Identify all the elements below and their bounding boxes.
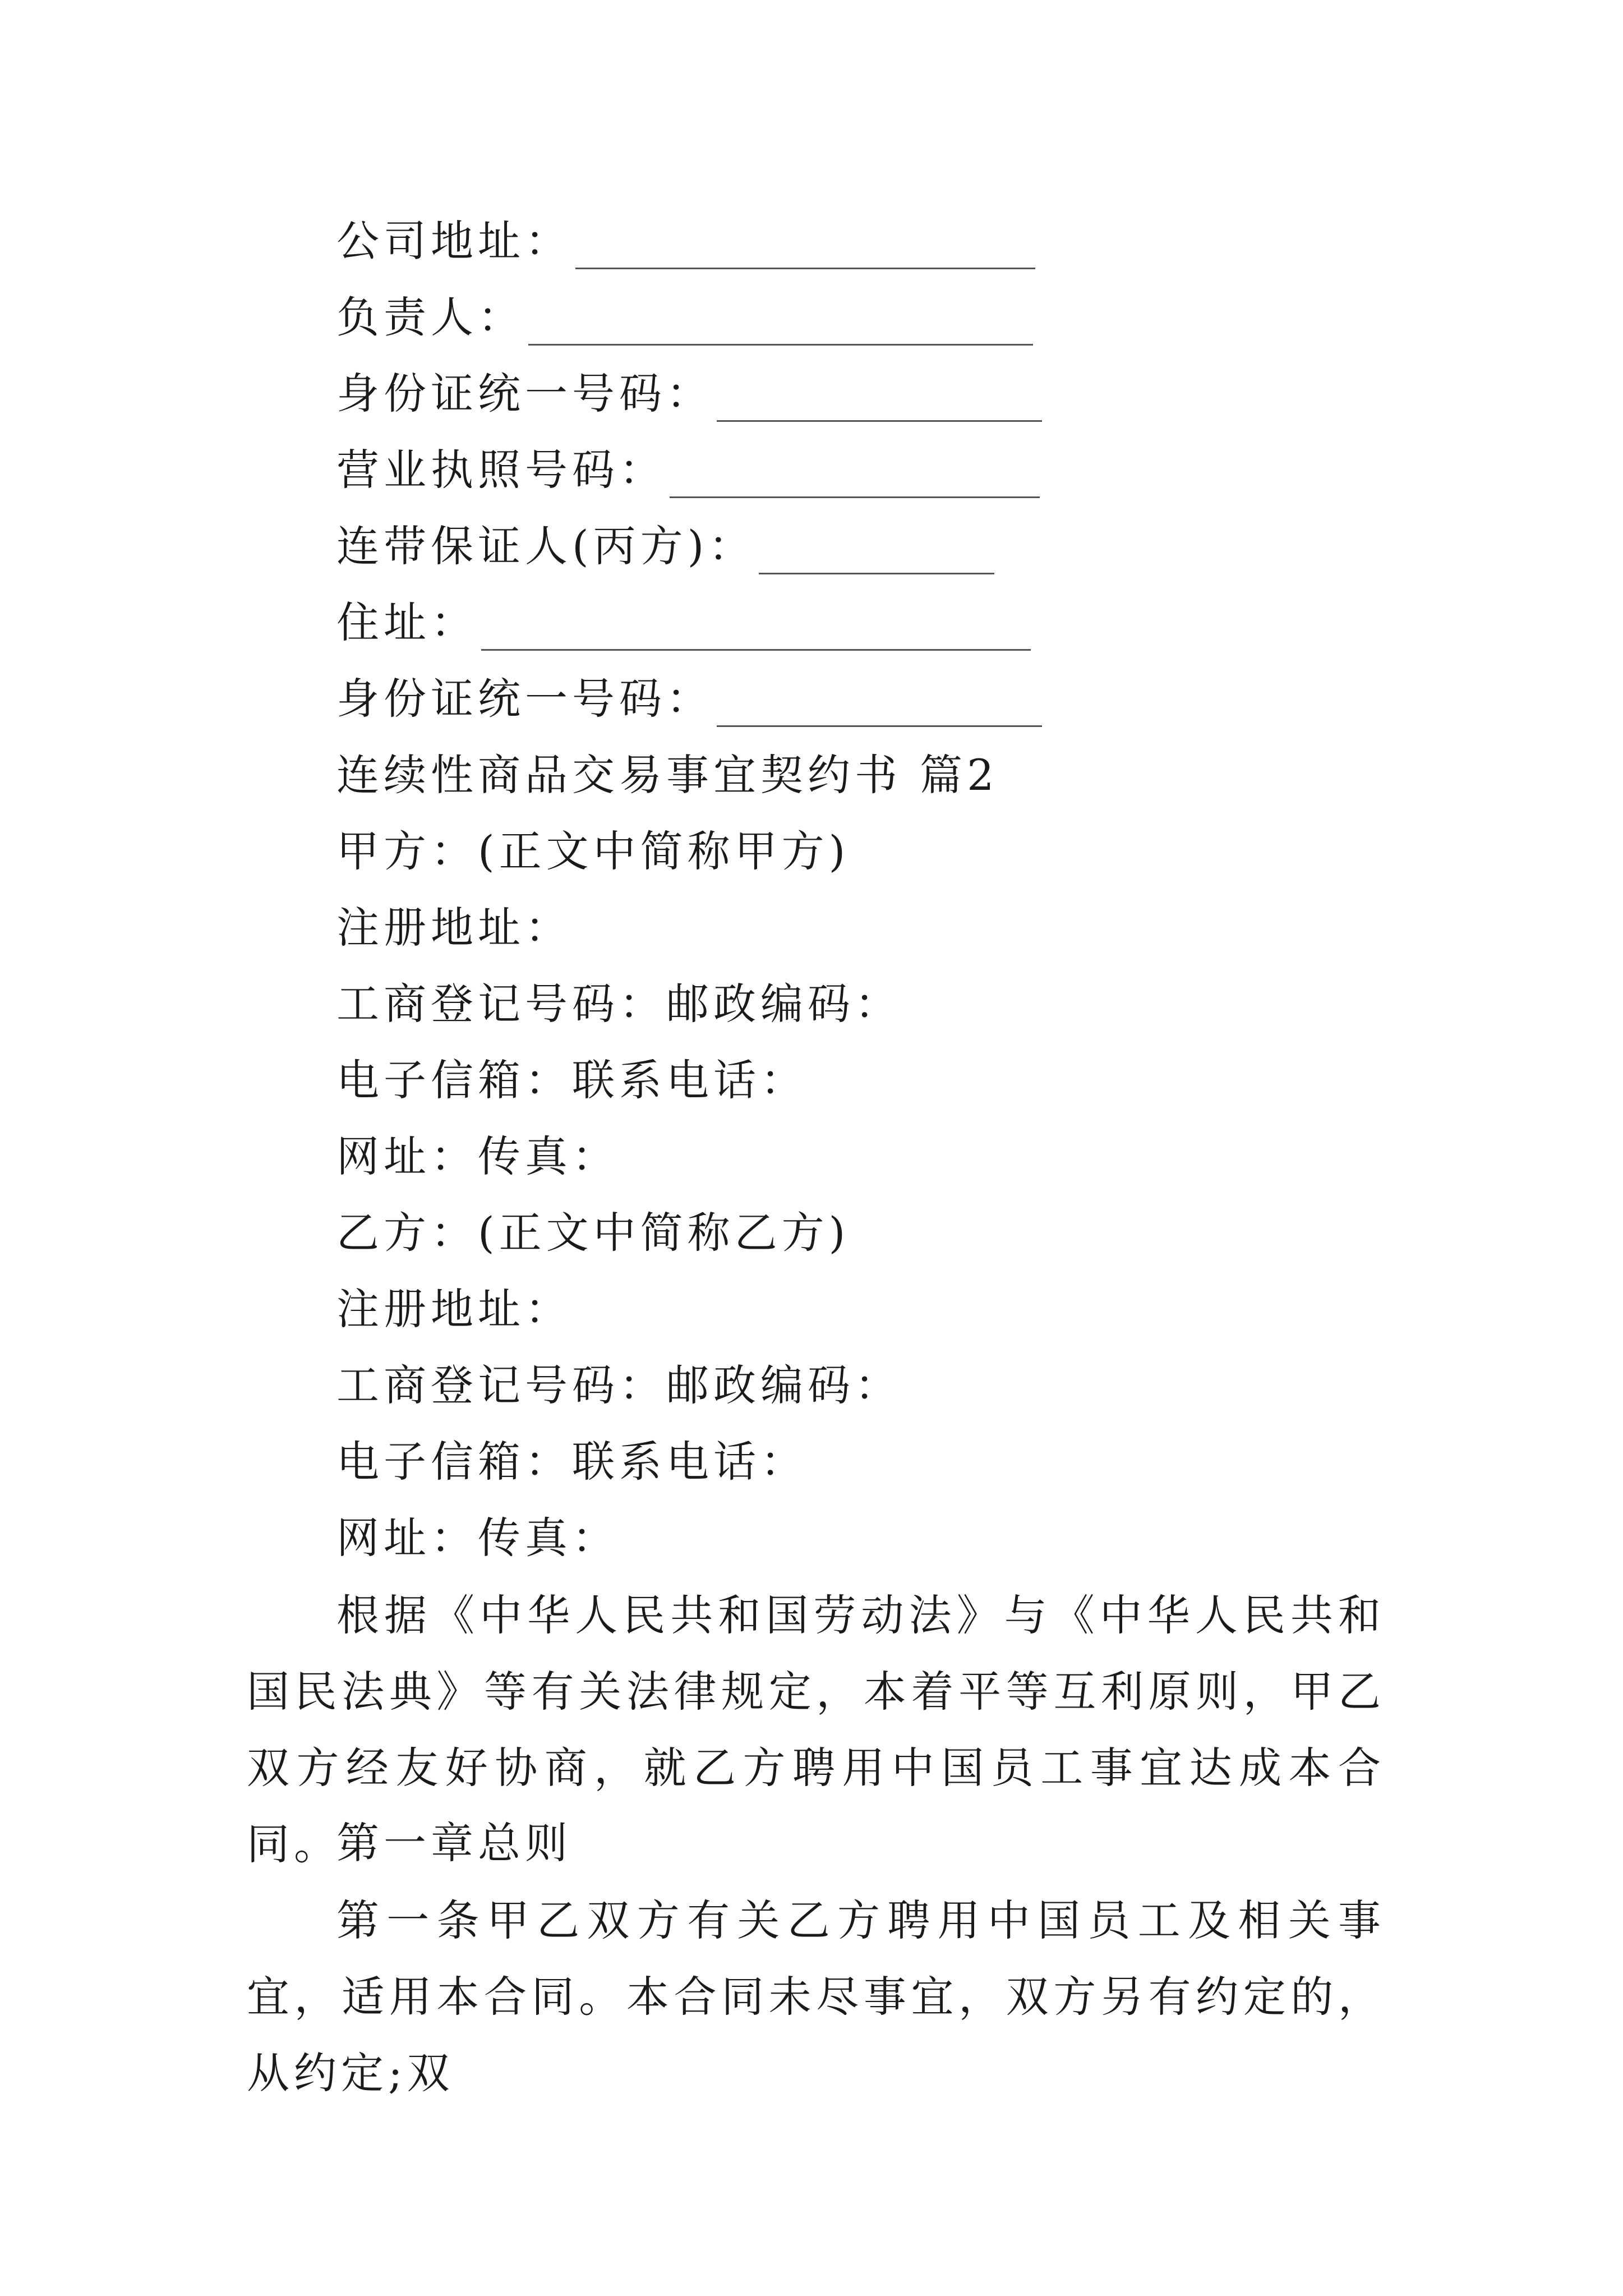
blank-line (670, 453, 1040, 498)
id-number-label-1: 身份证统一号码： (336, 369, 713, 418)
business-license-field (336, 442, 1040, 498)
party-a-registration-postal: 工商登记号码：邮政编码： (336, 979, 902, 1029)
party-a-email-phone: 电子信箱：联系电话： (336, 1055, 808, 1105)
party-b-registration-postal: 工商登记号码：邮政编码： (336, 1360, 902, 1410)
id-number-label-2: 身份证统一号码： (336, 674, 713, 724)
residence-field (336, 595, 1031, 651)
id-number-field-1 (336, 366, 1042, 422)
blank-line (717, 376, 1042, 422)
party-b-heading: 乙方：(正文中简称乙方) (336, 1208, 850, 1258)
company-address-field (336, 213, 1035, 269)
intro-paragraph: 根据《中华人民共和国劳动法》与《中华人民共和国民法典》等有关法律规定，本着平等互利原则，甲乙双方经友好协商，就乙方聘用中国员工事宜达成本合同。 (247, 1590, 1385, 1869)
guarantor-label: 连带保证人(丙方)： (336, 521, 756, 571)
party-a-registered-address: 注册地址： (336, 903, 572, 953)
company-address-label: 公司地址： (336, 216, 572, 266)
guarantor-field (336, 518, 994, 574)
residence-label: 住址： (336, 597, 478, 647)
blank-line (759, 529, 994, 574)
party-b-website-fax: 网址：传真： (336, 1513, 619, 1563)
section-title: 连续性商品交易事宜契约书 篇2 (336, 750, 999, 800)
party-a-website-fax: 网址：传真： (336, 1131, 619, 1181)
party-b-registered-address: 注册地址： (336, 1284, 572, 1334)
blank-line (528, 300, 1033, 346)
business-license-label: 营业执照号码： (336, 445, 666, 495)
article-1-paragraph: 第一条甲乙双方有关乙方聘用中国员工及相关事宜，适用本合同。本合同未尽事宜，双方另有约定的，从约定;双 (247, 1895, 1385, 2098)
person-in-charge-field (336, 289, 1033, 346)
party-a-heading: 甲方：(正文中简称甲方) (336, 826, 850, 876)
party-b-email-phone: 电子信箱：联系电话： (336, 1437, 808, 1487)
id-number-field-2 (336, 671, 1042, 727)
blank-line (717, 682, 1042, 727)
person-in-charge-label: 负责人： (336, 292, 525, 342)
blank-line (481, 605, 1031, 651)
blank-line (575, 224, 1035, 269)
chapter-heading: 第一章总则 (336, 1818, 572, 1868)
